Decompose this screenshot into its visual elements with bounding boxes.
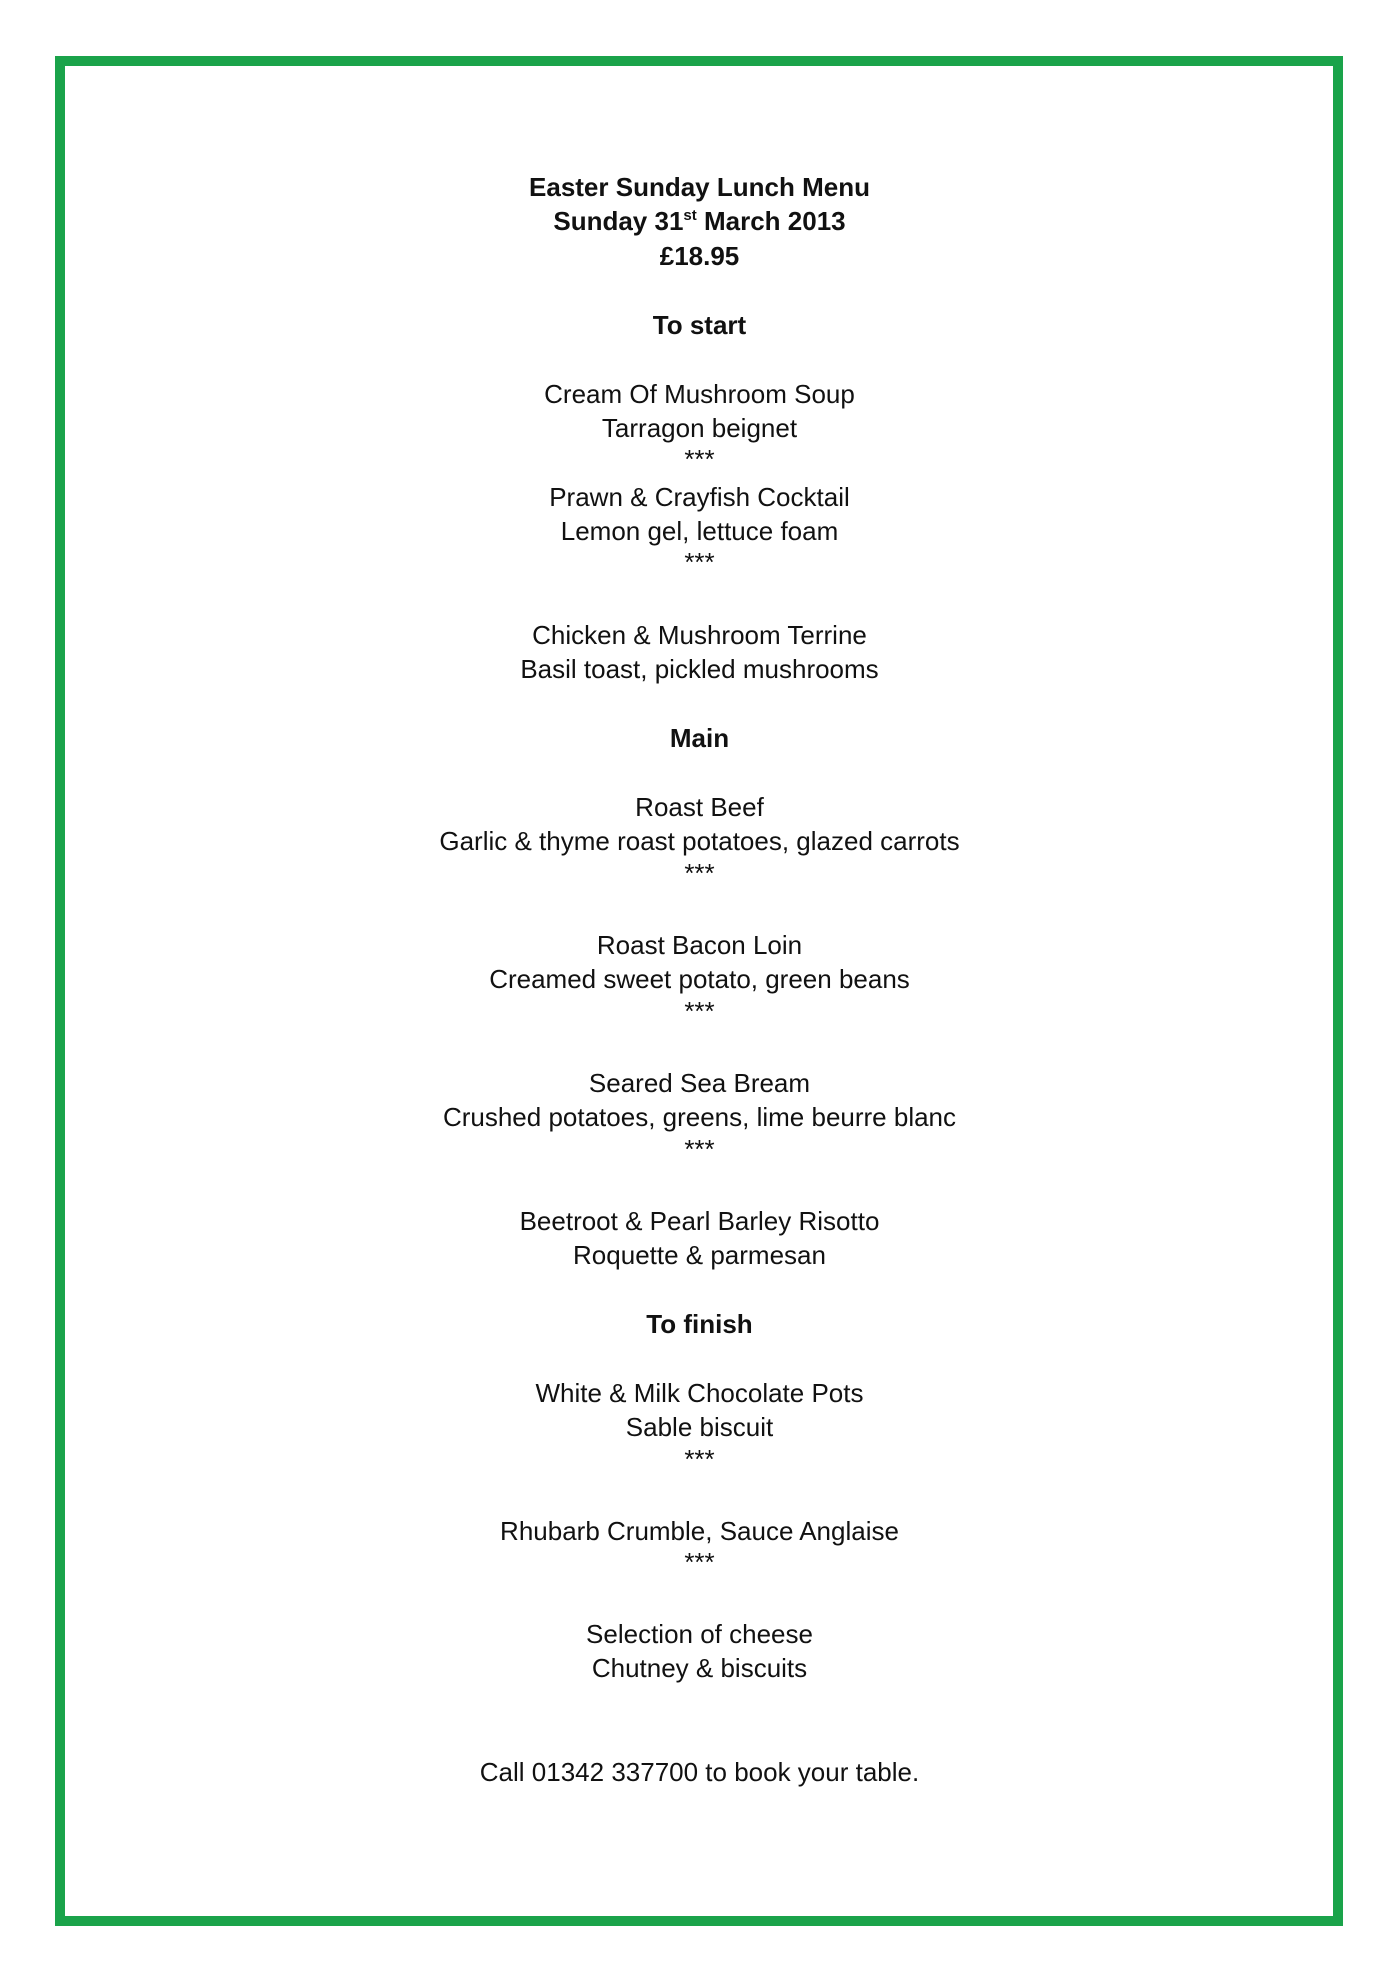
separator: ***: [684, 547, 715, 577]
menu-date-suffix: st: [683, 207, 697, 224]
main-name: Seared Sea Bream: [588, 1068, 811, 1098]
section-heading-starters: To start: [652, 310, 747, 340]
separator: ***: [684, 444, 715, 474]
dessert-name: White & Milk Chocolate Pots: [535, 1378, 864, 1408]
starter-name: Chicken & Mushroom Terrine: [532, 620, 867, 650]
main-description: Roquette & parmesan: [573, 1240, 826, 1270]
main-name: Beetroot & Pearl Barley Risotto: [519, 1206, 880, 1236]
menu-price: £18.95: [659, 241, 740, 271]
section-heading-desserts: To finish: [646, 1309, 753, 1339]
separator: ***: [684, 996, 715, 1026]
dessert-description: Sable biscuit: [625, 1412, 774, 1442]
main-description: Creamed sweet potato, green beans: [489, 964, 910, 994]
booking-contact: Call 01342 337700 to book your table.: [479, 1757, 920, 1787]
starter-description: Lemon gel, lettuce foam: [560, 516, 839, 546]
main-description: Garlic & thyme roast potatoes, glazed carrots: [439, 826, 960, 856]
dessert-name: Rhubarb Crumble, Sauce Anglaise: [500, 1516, 899, 1546]
separator: ***: [684, 1134, 715, 1164]
starter-description: Basil toast, pickled mushrooms: [520, 654, 879, 684]
main-name: Roast Beef: [635, 792, 764, 822]
main-name: Roast Bacon Loin: [596, 930, 803, 960]
main-description: Crushed potatoes, greens, lime beurre blanc: [442, 1102, 957, 1132]
menu-date-month-year: March 2013: [696, 206, 846, 236]
menu-date: [0, 206, 1399, 236]
starter-name: Cream Of Mushroom Soup: [544, 379, 855, 409]
dessert-description: Chutney & biscuits: [591, 1653, 808, 1683]
dessert-name: Selection of cheese: [586, 1619, 813, 1649]
menu-date-day: Sunday 31: [553, 206, 684, 236]
separator: ***: [684, 858, 715, 888]
menu-title: Easter Sunday Lunch Menu: [529, 172, 870, 202]
starter-name: Prawn & Crayfish Cocktail: [549, 482, 850, 512]
separator: ***: [684, 1444, 715, 1474]
separator: ***: [684, 1547, 715, 1577]
starter-description: Tarragon beignet: [601, 413, 798, 443]
section-heading-mains: Main: [669, 723, 730, 753]
